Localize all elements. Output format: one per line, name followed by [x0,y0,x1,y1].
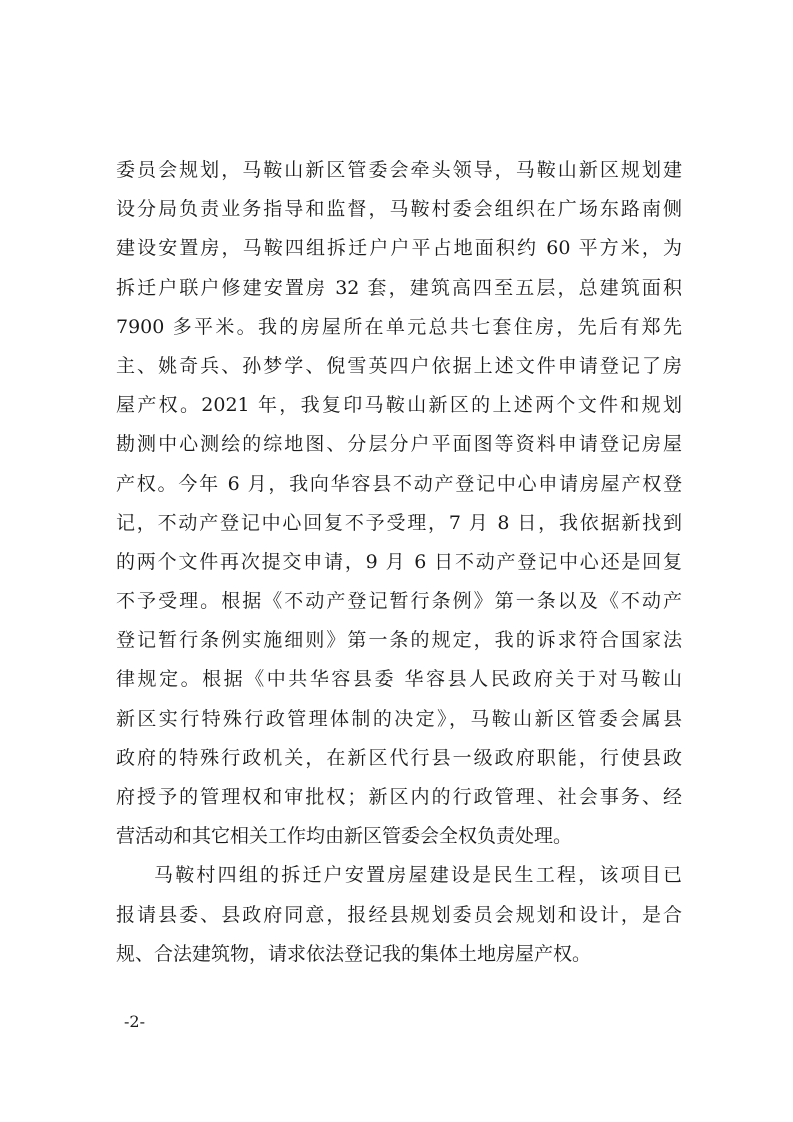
text-line: 的两个文件再次提交申请，9 月 6 日不动产登记中心还是回复 [116,550,682,573]
text-line: 营活动和其它相关工作均由新区管委会全权负责处理。 [116,825,573,848]
text-line: 府授予的管理权和审批权；新区内的行政管理、社会事务、经 [116,786,682,808]
text-line: 拆迁户联户修建安置房 32 套，建筑高四至五层，总建筑面积 [116,276,682,299]
text-line: 新区实行特殊行政管理体制的决定》，马鞍山新区管委会属县 [116,707,682,730]
text-line: 设分局负责业务指导和监督，马鞍村委会组织在广场东路南侧 [116,198,682,221]
text-line: 勘测中心测绘的综地图、分层分户平面图等资料申请登记房屋 [116,433,682,456]
text-line: 记，不动产登记中心回复不予受理，7 月 8 日，我依据新找到 [116,511,682,534]
text-line: 规、合法建筑物，请求依法登记我的集体土地房屋产权。 [116,942,592,965]
text-line: 主、姚奇兵、孙梦学、倪雪英四户依据上述文件申请登记了房 [116,354,682,377]
text-line: 登记暂行条例实施细则》第一条的规定，我的诉求符合国家法 [116,629,682,652]
text-line: 7900 多平米。我的房屋所在单元总共七套住房，先后有郑先 [116,315,682,338]
text-line: 产权。今年 6 月，我向华容县不动产登记中心申请房屋产权登 [116,472,682,495]
text-line: 屋产权。2021 年，我复印马鞍山新区的上述两个文件和规划 [116,394,682,417]
text-line: 律规定。根据《中共华容县委 华容县人民政府关于对马鞍山 [116,668,682,691]
page-number: -2- [124,1012,145,1031]
text-line: 不予受理。根据《不动产登记暂行条例》第一条以及《不动产 [116,590,682,613]
text-line: 马鞍村四组的拆迁户安置房屋建设是民生工程，该项目已 [154,864,682,887]
paragraph-1 [116,151,682,856]
text-line: 政府的特殊行政机关，在新区代行县一级政府职能，行使县政 [116,746,682,769]
text-line: 委员会规划，马鞍山新区管委会牵头领导，马鞍山新区规划建 [116,159,682,181]
body-text [116,151,682,974]
text-line: 建设安置房，马鞍四组拆迁户户平占地面积约 60 平方米，为 [116,237,682,260]
paragraph-2 [116,856,682,974]
text-line: 报请县委、县政府同意，报经县规划委员会规划和设计，是合 [116,903,682,926]
